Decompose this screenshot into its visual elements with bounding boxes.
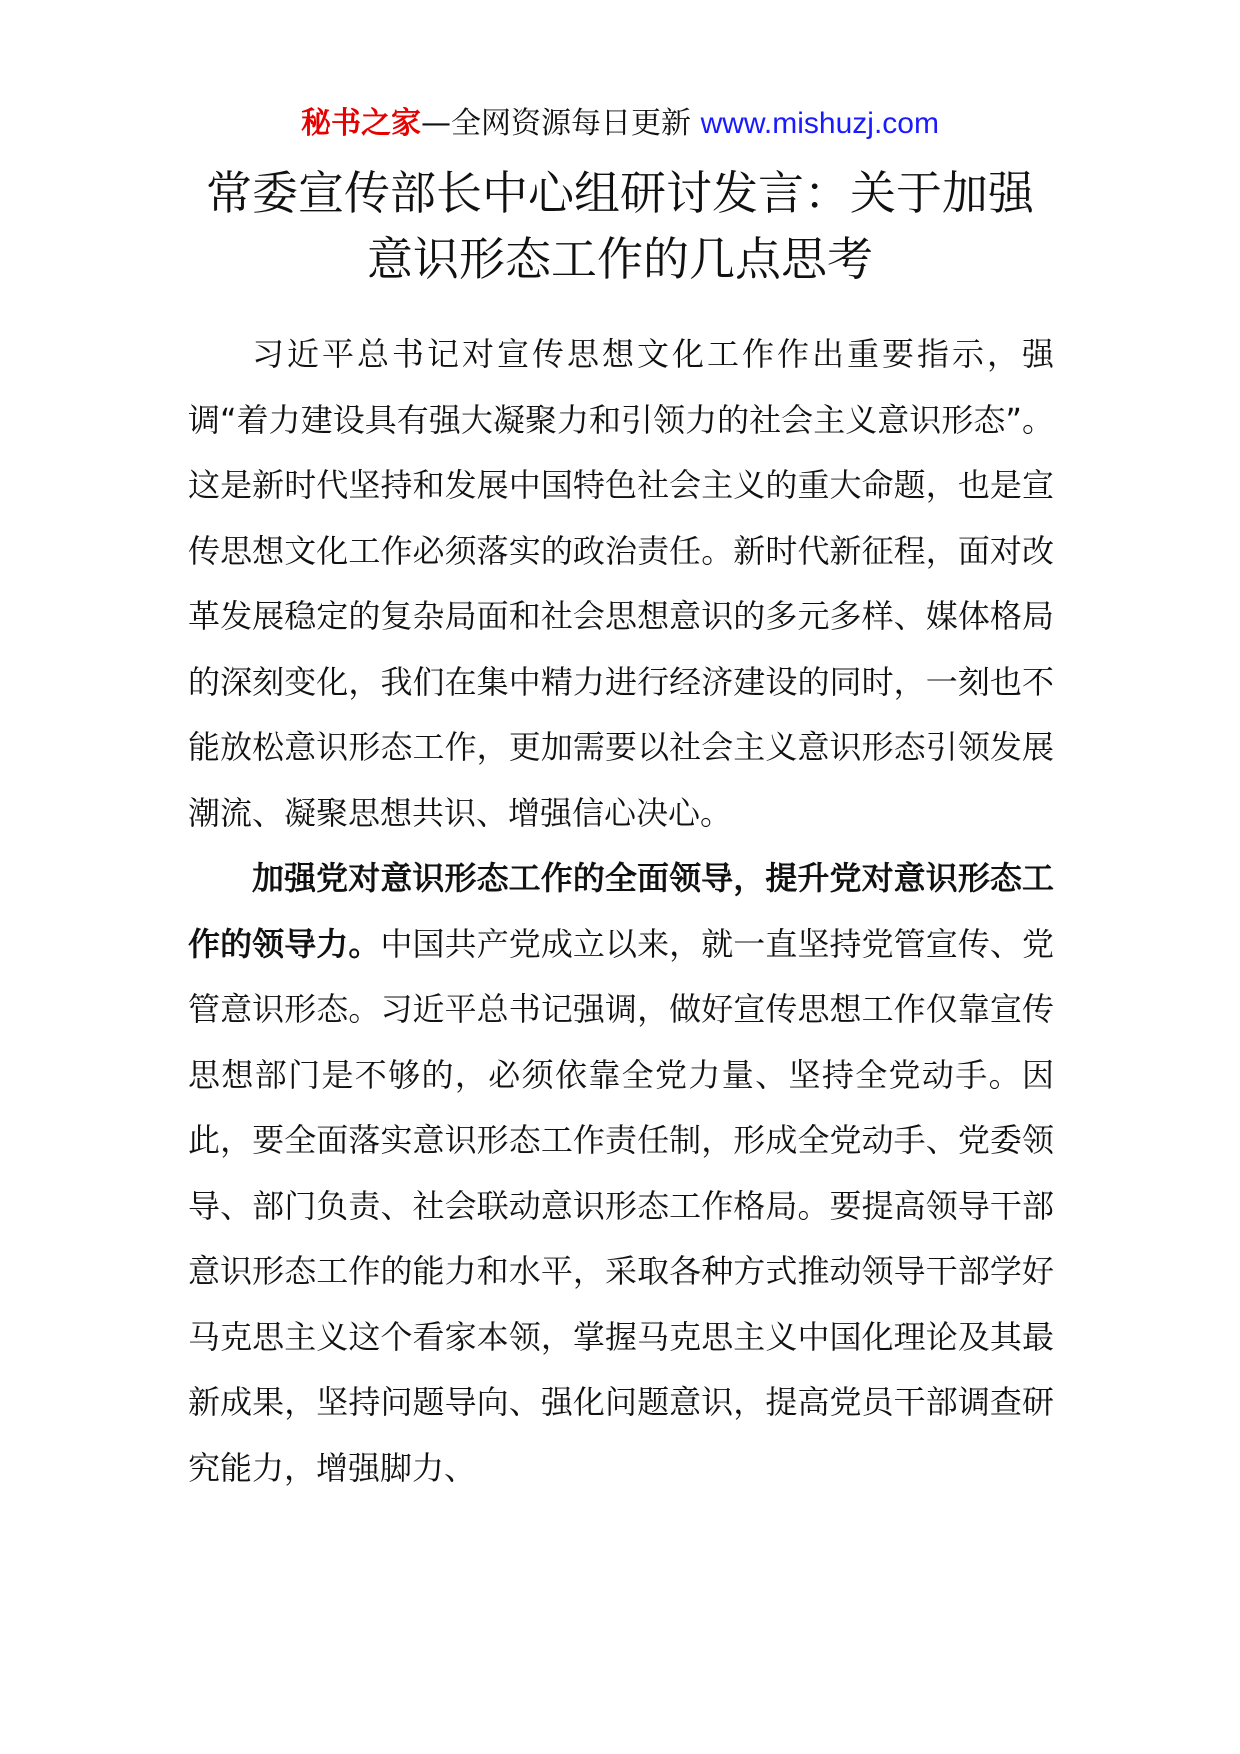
body-paragraph-1 bbox=[188, 322, 1054, 846]
paragraph-lead-heading: 加强党对意识形态工作的全面领导，提升党对意识形态工作的领导力。 bbox=[188, 859, 1054, 963]
header-tagline: —全网资源每日更新 bbox=[421, 106, 701, 141]
title-line-1: 常委宣传部长中心组研讨发言：关于加强 bbox=[206, 166, 1034, 220]
paragraph-text: 习近平总书记对宣传思想文化工作作出重要指示，强调“着力建设具有强大凝聚力和引领力的社会主义意识形态”。这是新时代坚持和发展中国特色社会主义的重大命题，也是宣传思想文化工作必须落实的政治责任。新时代新征程，面对改革发展稳定的复杂局面和社会思想意识的多元多样、媒体格局的深刻变化，我们在集中精力进行经济建设的同时，一刻也不能放松意识形态工作，更加需要以社会主义意识形态引领发展潮流、凝聚思想共识、增强信心决心。 bbox=[188, 335, 1054, 832]
site-url-link[interactable]: www.mishuzj.com bbox=[700, 107, 939, 140]
title-line-2: 意识形态工作的几点思考 bbox=[367, 232, 873, 286]
paragraph-text: 中国共产党成立以来，就一直坚持党管宣传、党管意识形态。习近平总书记强调，做好宣传思想工作仅靠宣传思想部门是不够的，必须依靠全党力量、坚持全党动手。因此，要全面落实意识形态工作责任制，形成全党动手、党委领导、部门负责、社会联动意识形态工作格局。要提高领导干部意识形态工作的能力和水平，采取各种方式推动领导干部学好马克思主义这个看家本领，掌握马克思主义中国化理论及其最新成果，坚持问题导向、强化问题意识，提高党员干部调查研究能力，增强脚力、 bbox=[188, 924, 1054, 1487]
body-paragraph-2 bbox=[188, 846, 1054, 1501]
document-title bbox=[120, 160, 1120, 292]
document-body bbox=[188, 322, 1054, 1501]
brand-name: 秘书之家 bbox=[301, 106, 422, 141]
site-header bbox=[0, 104, 1240, 144]
